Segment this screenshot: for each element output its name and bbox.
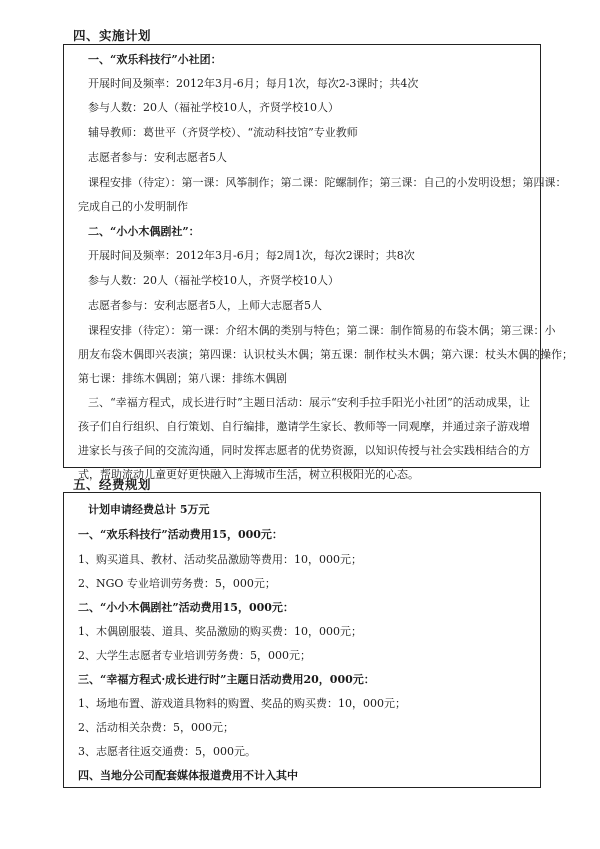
club1-people: 参与人数：20人（福祉学校10人，齐贤学校10人） [88, 101, 339, 114]
club1-schedule-line2: 完成自己的小发明制作 [78, 200, 188, 213]
budget-part3-item2: 2、活动相关杂费：5，000元； [78, 721, 234, 734]
club2-schedule-line3: 第七课：排练木偶剧；第八课：排练木偶剧 [78, 372, 287, 385]
theme-day-event: 三、“幸福方程式，成长进行时”主题日活动：展示“安利手拉手阳光小社团”的活动成果，让孩子们自行组织、自行策划、自行编排，邀请学生家长、教师等一同观摩，并通过亲子游戏增进家长与孩子间的交流沟通，同时发挥志愿者的优势资源，以知识传授与社会实践相结合的方式，帮助流动儿童更好更快融入上海城市生活，树立积极阳光的心态。 [78, 396, 530, 481]
budget-part1-item2: 2、NGO 专业培训劳务费：5，000元； [78, 577, 276, 590]
club1-schedule-line1: 课程安排（待定）：第一课：风筝制作；第二课：陀螺制作；第三课：自己的小发明设想；第四课： [88, 176, 567, 189]
budget-part3-item1: 1、场地布置、游戏道具物料的购置、奖品的购买费：10，000元； [78, 697, 406, 710]
club1-teacher: 辅导教师：葛世平（齐贤学校）、“流动科技馆”专业教师 [88, 126, 358, 139]
budget-part3-item3: 3、志愿者往返交通费：5，000元。 [78, 745, 256, 758]
club2-heading: 二、“小小木偶剧社”： [88, 225, 200, 238]
club2-schedule-line2: 朋友布袋木偶即兴表演；第四课：认识杖头木偶；第五课：制作杖头木偶；第六课：杖头木偶的操作； [78, 348, 573, 361]
club2-people: 参与人数：20人（福祉学校10人，齐贤学校10人） [88, 274, 339, 287]
club2-schedule-line1: 课程安排（待定）：第一课：介绍木偶的类别与特色；第二课：制作简易的布袋木偶；第三课：小 [88, 324, 556, 337]
budget-part1-item1: 1、购买道具、教材、活动奖品激励等费用：10，000元； [78, 553, 362, 566]
club1-heading: 一、“欢乐科技行”小社团： [88, 53, 222, 66]
budget-part2-item1: 1、木偶剧服装、道具、奖品激励的购买费：10，000元； [78, 625, 362, 638]
budget-part2-heading: 二、“小小木偶剧社”活动费用15，000元： [78, 601, 294, 614]
budget-part3-heading: 三、“幸福方程式·成长进行时”主题日活动费用20，000元： [78, 673, 375, 686]
club2-volunteer: 志愿者参与：安利志愿者5人，上师大志愿者5人 [88, 299, 322, 312]
budget-total: 计划申请经费总计 5万元 [88, 503, 210, 516]
club1-time: 开展时间及频率：2012年3月-6月；每月1次，每次2-3课时；共4次 [88, 77, 419, 90]
budget-part2-item2: 2、大学生志愿者专业培训劳务费：5，000元； [78, 649, 311, 662]
club2-time: 开展时间及频率：2012年3月-6月；每2周1次，每次2课时；共8次 [88, 249, 415, 262]
section-4-title: 四、实施计划 [73, 28, 152, 43]
budget-media-note: 四、当地分公司配套媒体报道费用不计入其中 [78, 769, 298, 782]
budget-part1-heading: 一、“欢乐科技行”活动费用15，000元： [78, 528, 283, 541]
club1-volunteer: 志愿者参与：安利志愿者5人 [88, 151, 227, 164]
implementation-plan-box [63, 44, 573, 481]
section-5-title: 五、经费规划 [73, 477, 152, 492]
budget-plan-box [63, 492, 541, 788]
